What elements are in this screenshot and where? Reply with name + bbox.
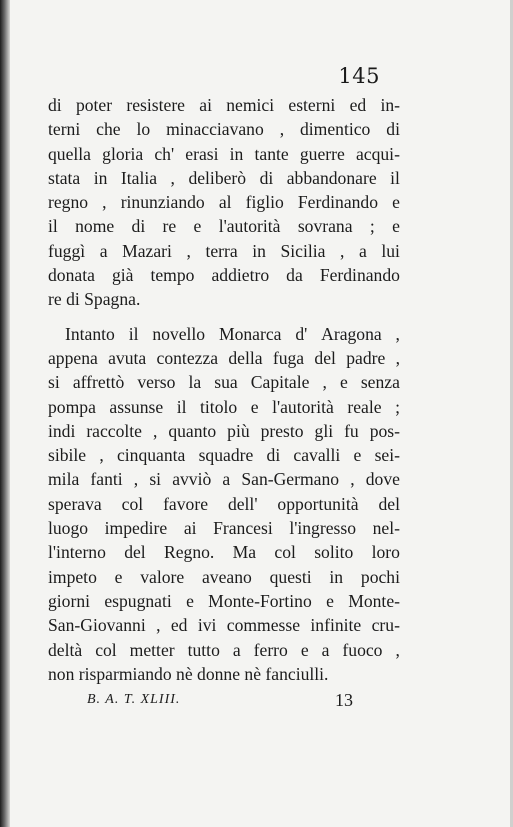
text-line: stata in Italia , deliberò di abbandonare il [48, 167, 400, 188]
text-line: si affrettò verso la sua Capitale , e senza [48, 372, 400, 393]
text-line: appena avuta contezza della fuga del padre , [48, 347, 400, 368]
text-line: terni che lo minacciavano , dimentico di [48, 119, 400, 140]
text-line: San-Giovanni , ed ivi commesse infinite cru- [48, 615, 400, 636]
text-line: regno , rinunziando al figlio Ferdinando e [48, 192, 400, 213]
paragraph-1 [48, 93, 400, 312]
printer-signature: B. A. T. XLIII. [87, 692, 181, 707]
text-line: l'interno del Regno. Ma col solito loro [48, 542, 400, 563]
text-line: quella gloria ch' erasi in tante guerre acqui- [48, 143, 400, 164]
text-line: indi raccolte , quanto più presto gli fu pos- [48, 420, 400, 441]
text-line: non risparmiando nè donne nè fanciulli. [48, 663, 329, 684]
text-line: giorni espugnati e Monte-Fortino e Monte- [48, 590, 400, 611]
paragraph-gap [48, 312, 400, 322]
text-line: mila fanti , si avviò a San-Germano , dove [48, 469, 400, 490]
text-line: il nome di re e l'autorità sovrana ; e [48, 216, 400, 237]
text-line: deltà col metter tutto a ferro e a fuoco , [48, 639, 400, 660]
text-line: Intanto il novello Monarca d' Aragona , [65, 323, 400, 344]
body-text [48, 93, 400, 686]
text-line: di poter resistere ai nemici esterni ed in- [48, 95, 400, 115]
text-line: luogo impedire ai Francesi l'ingresso nel- [48, 518, 400, 539]
text-line: donata già tempo addietro da Ferdinando [48, 265, 400, 286]
page-number: 145 [338, 64, 380, 88]
text-line: impeto e valore aveano questi in pochi [48, 566, 400, 587]
page-gutter-shadow [0, 0, 10, 827]
text-line: pompa assunse il titolo e l'autorità reale ; [48, 396, 400, 417]
text-line: sibile , cinquanta squadre di cavalli e sei- [48, 445, 400, 466]
text-line: sperava col favore dell' opportunità del [48, 493, 400, 514]
signature-mark: 13 [335, 690, 353, 710]
text-line: re di Spagna. [48, 289, 141, 310]
paragraph-2 [48, 322, 400, 686]
text-line: fuggì a Mazari , terra in Sicilia , a lui [48, 240, 400, 261]
